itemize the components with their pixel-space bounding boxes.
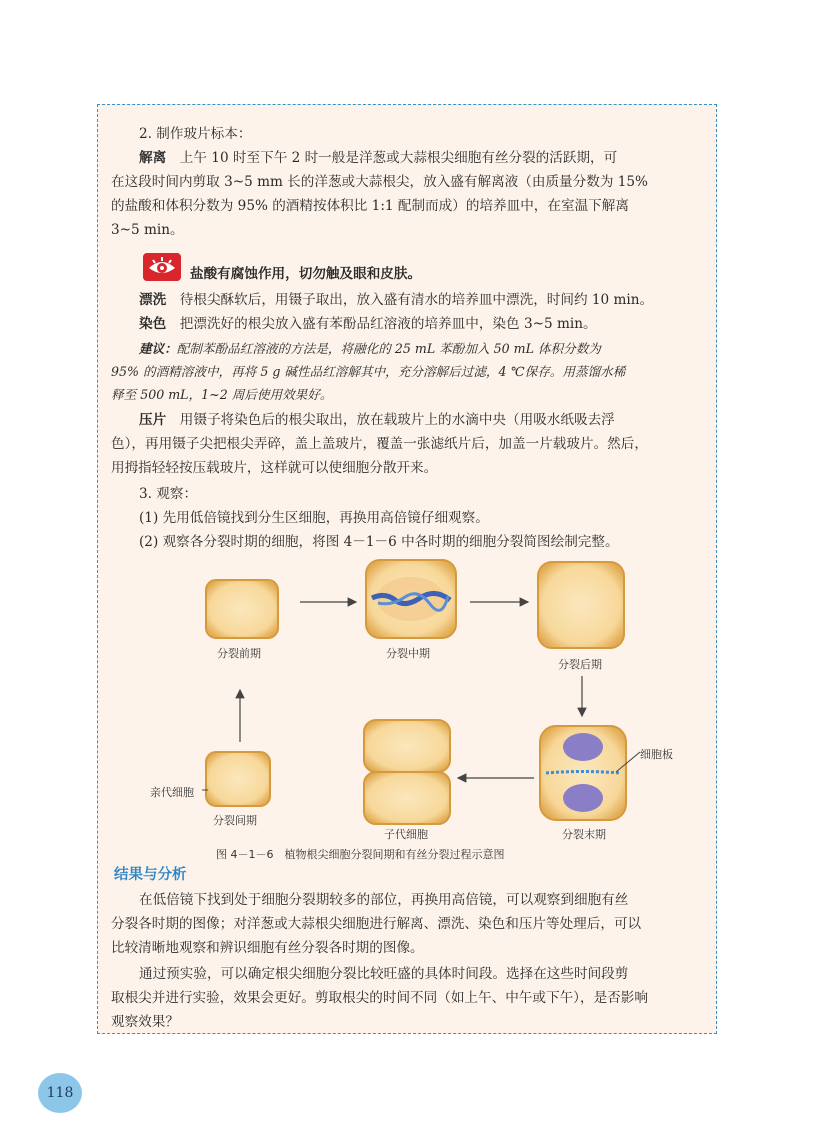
label-daughter: 子代细胞: [384, 828, 428, 841]
piaoxi-text: 待根尖酥软后，用镊子取出，放入盛有清水的培养皿中漂洗，时间约 10 min。: [179, 292, 654, 308]
jianyi-term: 建议：: [139, 341, 177, 356]
label-prophase: 分裂前期: [217, 647, 261, 660]
page-number: 118: [38, 1073, 82, 1113]
label-telophase: 分裂末期: [562, 828, 606, 841]
results-p2-line3: 观察效果？: [111, 1014, 179, 1030]
results-p2-line1: 通过预实验，可以确定根尖细胞分裂比较旺盛的具体时间段。选择在这些时间段剪: [139, 966, 629, 982]
yapian-text1: 用镊子将染色后的根尖取出，放在载玻片上的水滴中央（用吸水纸吸去浮: [179, 412, 615, 428]
observe-step2: (2) 观察各分裂时期的细胞，将图 4－1－6 中各时期的细胞分裂简图绘制完整。: [139, 534, 619, 550]
jieli-term: 解离: [139, 150, 167, 166]
warning-text: 盐酸有腐蚀作用，切勿触及眼和皮肤。: [190, 266, 422, 282]
jieli-line3: 的盐酸和体积分数为 95% 的酒精按体积比 1:1 配制而成）的培养皿中，在室温下解离: [111, 198, 629, 214]
results-p1-line2: 分裂各时期的图像；对洋葱或大蒜根尖细胞进行解离、漂洗、染色和压片等处理后，可以: [111, 916, 642, 932]
jieli-text1: 上午 10 时至下午 2 时一般是洋葱或大蒜根尖细胞有丝分裂的活跃期，可: [179, 150, 618, 166]
results-p1-line1: 在低倍镜下找到处于细胞分裂期较多的部位，再换用高倍镜，可以观察到细胞有丝: [139, 892, 629, 908]
jianyi-line3: 释至 500 mL，1~2 周后使用效果好。: [111, 387, 333, 402]
yapian-term: 压片: [139, 412, 167, 428]
jianyi-text1: 配制苯酚品红溶液的方法是，将融化的 25 mL 苯酚加入 50 mL 体积分数为: [176, 341, 601, 356]
step2-heading: 2. 制作玻片标本：: [139, 126, 252, 142]
prophase-cell: [206, 580, 278, 638]
yapian-line3: 用拇指轻轻按压载玻片，这样就可以使细胞分散开来。: [111, 460, 438, 476]
step3-heading: 3. 观察：: [139, 486, 198, 502]
label-anaphase: 分裂后期: [558, 658, 602, 671]
anaphase-cell: [538, 562, 624, 648]
figure-caption: 图 4－1－6 植物根尖细胞分裂间期和有丝分裂过程示意图: [216, 848, 505, 861]
observe-step1: (1) 先用低倍镜找到分生区细胞，再换用高倍镜仔细观察。: [139, 510, 489, 526]
ranse-term: 染色: [139, 316, 167, 332]
piaoxi-term: 漂洗: [139, 292, 167, 308]
daughter-cell-bottom: [364, 772, 450, 824]
label-metaphase: 分裂中期: [386, 647, 430, 660]
yapian-line2: 色），再用镊子尖把根尖弄碎，盖上盖玻片，覆盖一张滤纸片后，加盖一片载玻片。然后，: [111, 436, 648, 452]
jieli-line2: 在这段时间内剪取 3~5 mm 长的洋葱或大蒜根尖，放入盛有解离液（由质量分数为 15%: [111, 174, 648, 190]
label-cell-plate: 细胞板: [640, 748, 673, 761]
results-heading: 结果与分析: [114, 867, 187, 883]
results-p1-line3: 比较清晰地观察和辨识细胞有丝分裂各时期的图像。: [111, 940, 424, 956]
jianyi-line2: 95% 的酒精溶液中，再将 5 g 碱性品红溶解其中，充分溶解后过滤，4 ℃保存。用蒸馏水稀: [111, 364, 626, 379]
metaphase-cell: [366, 560, 456, 638]
label-interphase: 分裂间期: [213, 814, 257, 827]
ranse-text: 把漂洗好的根尖放入盛有苯酚品红溶液的培养皿中，染色 3~5 min。: [179, 316, 597, 332]
interphase-cell: [206, 752, 270, 806]
results-p2-line2: 取根尖并进行实验，效果会更好。剪取根尖的时间不同（如上午、中午或下午），是否影响: [111, 990, 648, 1006]
label-parent: 亲代细胞: [150, 786, 194, 799]
telophase-cell: [540, 726, 640, 820]
daughter-cell-top: [364, 720, 450, 772]
jieli-line4: 3~5 min。: [111, 222, 184, 238]
